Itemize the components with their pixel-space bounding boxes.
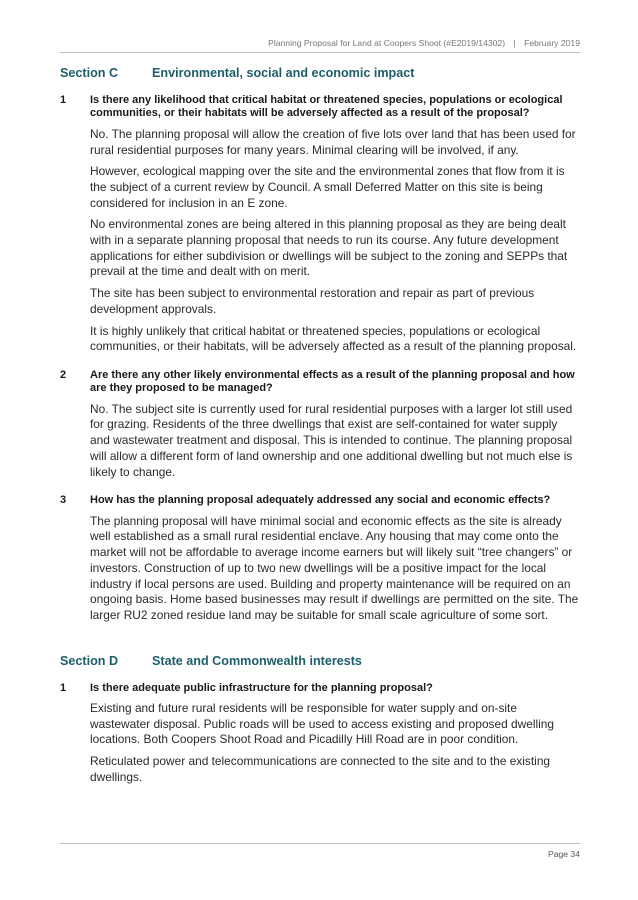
question-text: Is there adequate public infrastructure for the planning proposal? xyxy=(90,681,433,694)
header-divider xyxy=(60,52,580,53)
page-content xyxy=(60,66,580,786)
section-d-heading xyxy=(60,654,580,668)
header-separator: | xyxy=(513,38,516,48)
question-c2 xyxy=(60,369,580,396)
answer-c2 xyxy=(90,402,580,481)
section-c-code: Section C xyxy=(60,66,119,80)
answer-paragraph: No. The subject site is currently used for rural residential purposes with a larger lot still used for grazing. Residents of the three dwellings that exist are self-contained for water supply and wastewater treatment and disposal. This is intended to continue. The planning proposal will allow a different form of land ownership and one additional dwelling but not much else is likely to change. xyxy=(90,401,573,479)
question-text: Are there any other likely environmental effects as a result of the planning proposal and how are they proposed to be managed? xyxy=(90,368,575,395)
answer-paragraph: Reticulated power and telecommunications are connected to the site and to the existing dwellings. xyxy=(90,754,551,784)
question-c3 xyxy=(60,494,580,507)
answer-paragraph: The site has been subject to environmental restoration and repair as part of previous development approvals. xyxy=(90,286,535,316)
section-d-title: State and Commonwealth interests xyxy=(152,653,362,668)
question-number: 2 xyxy=(60,368,67,381)
running-header xyxy=(60,38,580,48)
question-number: 1 xyxy=(60,681,67,694)
answer-paragraph: Existing and future rural residents will be responsible for water supply and on-site wastewater disposal. Public roads will be used to access existing and proposed dwelling locations. Both Coopers Shoot Road and Picadilly Hill Road are in poor condition. xyxy=(90,701,554,747)
question-number: 1 xyxy=(60,94,67,106)
answer-paragraph: However, ecological mapping over the site and the environmental zones that flow from it is the subject of a current review by Council. A small Deferred Matter on this site is being considered for inclusion in an E zone. xyxy=(90,164,565,210)
question-text: How has the planning proposal adequately addressed any social and economic effects? xyxy=(90,494,551,507)
answer-paragraph: The planning proposal will have minimal social and economic effects as the site is already well established as a small rural residential enclave. Any housing that may come onto the market will not be affordable to average income earners but will likely suit “tree changers” or investors. Construction of up to two new dwellings will be a positive impact for the local industry if local persons are used. Building and property maintenance will be required on an ongoing basis. Home based businesses may result if dwellings are permitted on the site. The larger RU2 zoned residue land may be suitable for small scale agriculture of some sort. xyxy=(90,513,579,622)
answer-paragraph: No. The planning proposal will allow the creation of five lots over land that has been used for rural residential purposes for many years. Minimal clearing will be involved, if any. xyxy=(90,126,576,157)
section-c-title: Environmental, social and economic impact xyxy=(152,66,415,80)
question-number: 3 xyxy=(60,494,67,507)
header-date: February 2019 xyxy=(524,38,580,48)
section-c-heading xyxy=(60,66,580,80)
answer-paragraph: No environmental zones are being altered in this planning proposal as they are being dealt with in a separate planning proposal that needs to run its course. Any future development applications for either subdivision or dwellings will be subject to the zoning and SEPPs that prevail at the time and dealt with on merit. xyxy=(90,217,568,279)
question-text: Is there any likelihood that critical habitat or threatened species, populations or ecological communities, or their habitats will be adversely affected as a result of the proposal? xyxy=(90,94,563,120)
question-c1 xyxy=(60,94,580,121)
answer-c3 xyxy=(90,514,580,624)
answer-d1 xyxy=(90,701,580,786)
answer-c1 xyxy=(90,127,580,355)
section-d-code: Section D xyxy=(60,653,119,668)
answer-paragraph: It is highly unlikely that critical habitat or threatened species, populations or ecological communities, or their habitats, will be adversely affected as a result of the planning proposal. xyxy=(90,323,577,354)
footer-divider xyxy=(60,843,580,844)
question-d1 xyxy=(60,682,580,695)
header-title: Planning Proposal for Land at Coopers Shoot (#E2019/14302) xyxy=(268,38,506,48)
page-number: Page 34 xyxy=(547,849,580,859)
